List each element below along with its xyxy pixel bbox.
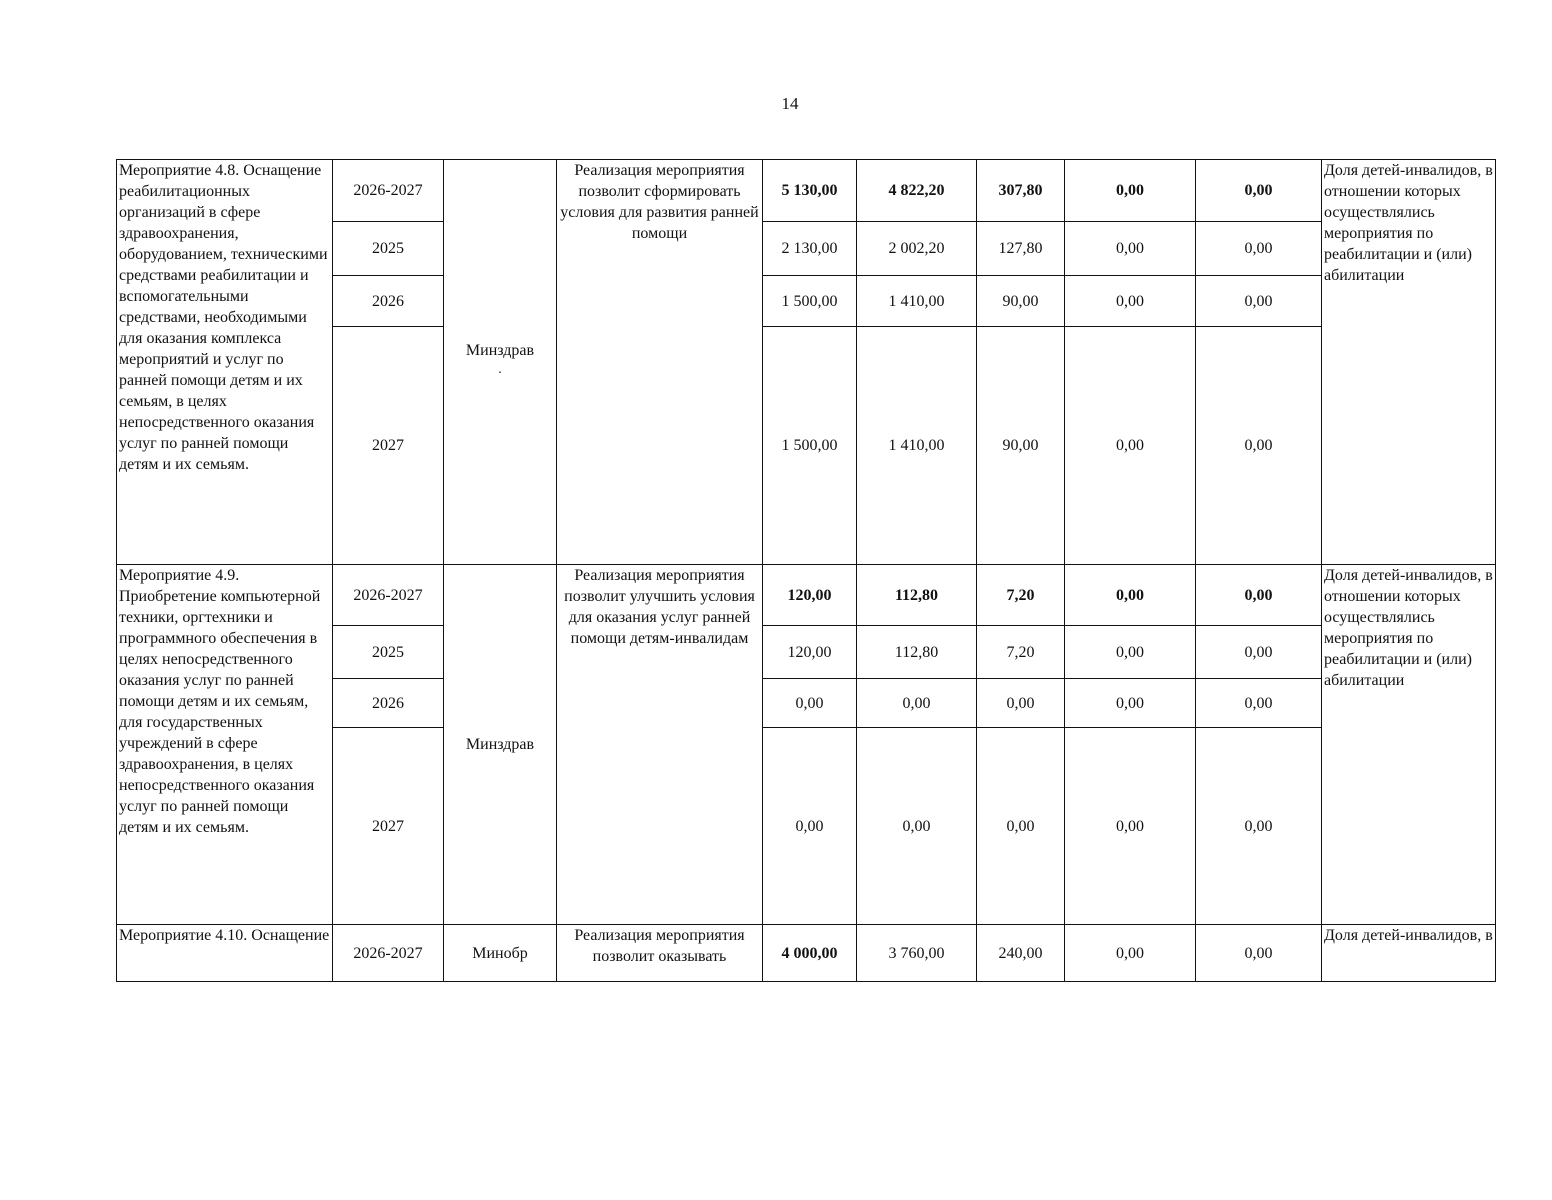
table-row [117, 160, 1496, 222]
value-cell: 0,00 [1065, 160, 1196, 222]
value-cell: 0,00 [1196, 679, 1322, 728]
value-cell: 0,00 [1065, 728, 1196, 925]
measure-name: Мероприятие 4.8. Оснащение реабилитационных организаций в сфере здравоохранения, оборудованием, техническими средствами реабилитации и вспомогательными средствами, необходимыми для оказания комплекса мероприятий и услуг по ранней помощи детям и их семьям, в целях непосредственного оказания услуг по ранней помощи детям и их семьям. [117, 160, 333, 565]
table-row [117, 925, 1496, 982]
period-cell: 2026-2027 [333, 925, 444, 982]
value-cell: 0,00 [1196, 222, 1322, 276]
result-cell: Реализация мероприятия позволит улучшить условия для оказания услуг ранней помощи детям-инвалидам [557, 565, 763, 925]
result-cell: Реализация мероприятия позволит сформировать условия для развития ранней помощи [557, 160, 763, 565]
value-cell: 0,00 [1065, 679, 1196, 728]
result-cell: Реализация мероприятия позволит оказывать [557, 925, 763, 982]
value-cell: 0,00 [1065, 626, 1196, 679]
value-cell: 0,00 [1065, 276, 1196, 327]
period-cell: 2025 [333, 626, 444, 679]
value-cell: 7,20 [977, 565, 1065, 626]
measures-table [116, 159, 1496, 982]
value-cell: 5 130,00 [763, 160, 857, 222]
value-cell: 1 500,00 [763, 276, 857, 327]
value-cell: 112,80 [857, 626, 977, 679]
period-cell: 2027 [333, 728, 444, 925]
value-cell: 4 822,20 [857, 160, 977, 222]
indicator-cell: Доля детей-инвалидов, в [1322, 925, 1496, 982]
value-cell: 0,00 [1196, 626, 1322, 679]
value-cell: 0,00 [1196, 160, 1322, 222]
value-cell: 4 000,00 [763, 925, 857, 982]
value-cell: 240,00 [977, 925, 1065, 982]
page-number: 14 [781, 94, 799, 113]
value-cell: 0,00 [1196, 276, 1322, 327]
period-cell: 2025 [333, 222, 444, 276]
value-cell: 90,00 [977, 276, 1065, 327]
value-cell: 1 410,00 [857, 327, 977, 565]
measure-name: Мероприятие 4.10. Оснащение [117, 925, 333, 982]
period-cell: 2026-2027 [333, 565, 444, 626]
executor-cell: Минобр [444, 925, 557, 982]
value-cell: 120,00 [763, 565, 857, 626]
value-cell: 2 130,00 [763, 222, 857, 276]
value-cell: 307,80 [977, 160, 1065, 222]
value-cell: 7,20 [977, 626, 1065, 679]
value-cell: 0,00 [977, 679, 1065, 728]
executor-cell: Минздрав [444, 565, 557, 925]
measure-name: Мероприятие 4.9. Приобретение компьютерной техники, оргтехники и программного обеспечения в целях непосредственного оказания услуг по ранней помощи детям и их семьям, для государственных учреждений в сфере здравоохранения, в целях непосредственного оказания услуг по ранней помощи детям и их семьям. [117, 565, 333, 925]
value-cell: 0,00 [1196, 565, 1322, 626]
value-cell: 0,00 [857, 679, 977, 728]
value-cell: 0,00 [763, 679, 857, 728]
executor-cell: Минздрав · [444, 160, 557, 565]
value-cell: 2 002,20 [857, 222, 977, 276]
indicator-cell: Доля детей-инвалидов, в отношении которых осуществлялись мероприятия по реабилитации и (или) абилитации [1322, 160, 1496, 565]
value-cell: 0,00 [763, 728, 857, 925]
value-cell: 120,00 [763, 626, 857, 679]
table-row [117, 565, 1496, 626]
period-cell: 2026 [333, 679, 444, 728]
value-cell: 1 410,00 [857, 276, 977, 327]
value-cell: 1 500,00 [763, 327, 857, 565]
value-cell: 0,00 [1065, 565, 1196, 626]
value-cell: 0,00 [1196, 327, 1322, 565]
value-cell: 0,00 [977, 728, 1065, 925]
value-cell: 90,00 [977, 327, 1065, 565]
value-cell: 0,00 [1065, 327, 1196, 565]
value-cell: 112,80 [857, 565, 977, 626]
value-cell: 3 760,00 [857, 925, 977, 982]
value-cell: 0,00 [1065, 222, 1196, 276]
value-cell: 0,00 [1196, 925, 1322, 982]
indicator-cell: Доля детей-инвалидов, в отношении которых осуществлялись мероприятия по реабилитации и (или) абилитации [1322, 565, 1496, 925]
value-cell: 127,80 [977, 222, 1065, 276]
executor-label: Минздрав [465, 342, 535, 359]
period-cell: 2027 [333, 327, 444, 565]
value-cell: 0,00 [1065, 925, 1196, 982]
value-cell: 0,00 [857, 728, 977, 925]
value-cell: 0,00 [1196, 728, 1322, 925]
period-cell: 2026 [333, 276, 444, 327]
period-cell: 2026-2027 [333, 160, 444, 222]
